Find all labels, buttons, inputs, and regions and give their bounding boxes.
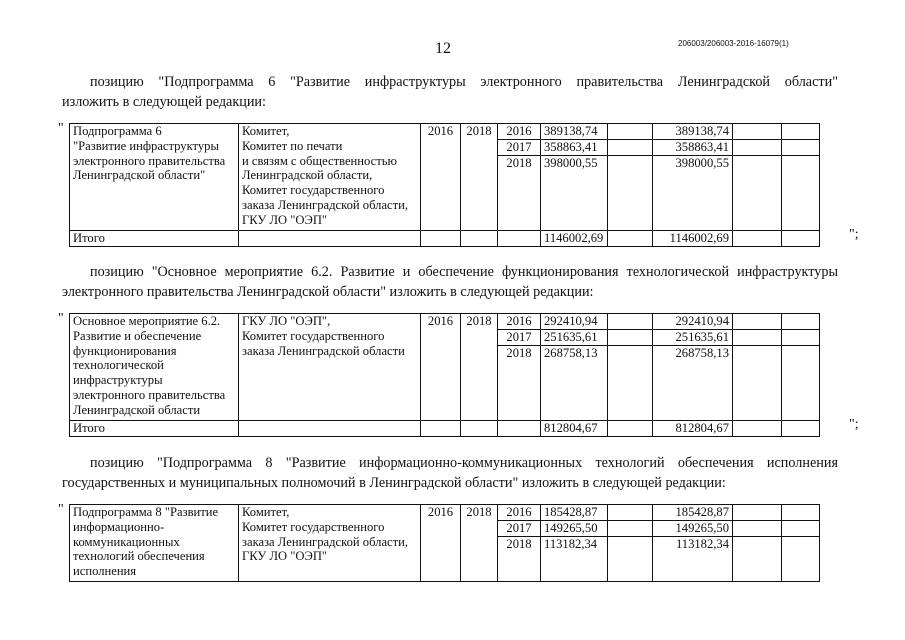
itogo-total: 1146002,69 [541, 230, 608, 246]
itogo-label: Итого [70, 230, 239, 246]
empty-cell [782, 124, 820, 140]
paragraph-line: позицию "Подпрограмма 6 "Развитие инфраструктуры электронного правительства Ленинградской области" [90, 74, 838, 90]
program-name-cell [70, 124, 239, 231]
name-line: технологий обеспечения [73, 549, 205, 564]
empty-cell [733, 520, 782, 536]
end-year-cell: 2018 [461, 314, 498, 421]
paragraph-measure-6-2 [62, 262, 838, 302]
empty-cell [608, 505, 653, 521]
name-line: "Развитие инфраструктуры [73, 138, 219, 153]
executor-cell [239, 505, 421, 582]
program-name-cell [70, 314, 239, 421]
regional-cell: 185428,87 [653, 505, 733, 521]
name-line: функционирования [73, 343, 177, 358]
year-cell: 2017 [498, 329, 541, 345]
executor-line: и связям с общественностью [242, 153, 397, 168]
regional-cell: 251635,61 [653, 329, 733, 345]
document-id: 206003/206003-2016-16079(1) [678, 39, 789, 48]
empty-cell [733, 314, 782, 330]
total-cell: 398000,55 [541, 155, 608, 230]
empty-cell [608, 139, 653, 155]
regional-cell: 268758,13 [653, 345, 733, 420]
empty-cell [608, 124, 653, 140]
empty-cell [733, 124, 782, 140]
itogo-regional: 1146002,69 [653, 230, 733, 246]
total-cell: 113182,34 [541, 536, 608, 581]
empty-cell [782, 314, 820, 330]
executor-line: Комитет по печати [242, 138, 343, 153]
total-cell: 251635,61 [541, 329, 608, 345]
executor-line: заказа Ленинградской области, [242, 534, 409, 549]
open-quote: " [58, 121, 64, 136]
empty-cell [608, 329, 653, 345]
executor-line: заказа Ленинградской области [242, 343, 405, 358]
regional-cell: 389138,74 [653, 124, 733, 140]
empty-cell [782, 329, 820, 345]
empty-cell [782, 505, 820, 521]
open-quote: " [58, 311, 64, 326]
empty-cell [498, 230, 541, 246]
executor-line: заказа Ленинградской области, [242, 197, 409, 212]
name-line: Основное мероприятие 6.2. [73, 314, 221, 328]
regional-cell: 292410,94 [653, 314, 733, 330]
regional-cell: 113182,34 [653, 536, 733, 581]
name-line: Подпрограмма 6 [73, 124, 162, 138]
total-cell: 268758,13 [541, 345, 608, 420]
name-line: Развитие и обеспечение [73, 328, 202, 343]
executor-cell [239, 124, 421, 231]
itogo-label: Итого [70, 420, 239, 436]
paragraph-line: государственных и муниципальных полномочий в Ленинградской области" изложить в следующей редакции: [62, 475, 726, 491]
name-line: Подпрограмма 8 "Развитие [73, 505, 219, 519]
name-line: технологической [73, 358, 164, 373]
empty-cell [461, 230, 498, 246]
empty-cell [608, 230, 653, 246]
measure-6-2-table [69, 313, 820, 437]
year-cell: 2017 [498, 520, 541, 536]
empty-cell [461, 420, 498, 436]
paragraph-subprogram-6 [62, 72, 838, 112]
paragraph-line: изложить в следующей редакции: [62, 94, 266, 110]
subprogram-8-table [69, 504, 820, 582]
empty-cell [782, 155, 820, 230]
executor-line: ГКУ ЛО "ОЭП" [242, 549, 328, 564]
start-year-cell: 2016 [421, 314, 461, 421]
empty-cell [733, 230, 782, 246]
end-year-cell: 2018 [461, 124, 498, 231]
name-line: исполнения [73, 564, 137, 579]
regional-cell: 358863,41 [653, 139, 733, 155]
empty-cell [782, 230, 820, 246]
regional-cell: 398000,55 [653, 155, 733, 230]
empty-cell [733, 155, 782, 230]
year-cell: 2016 [498, 124, 541, 140]
start-year-cell: 2016 [421, 124, 461, 231]
subprogram-6-table [69, 123, 820, 247]
total-cell: 389138,74 [541, 124, 608, 140]
empty-cell [733, 329, 782, 345]
total-cell: 358863,41 [541, 139, 608, 155]
name-line: электронного правительства [73, 387, 226, 402]
paragraph-subprogram-8 [62, 453, 838, 493]
executor-line: Комитет государственного [242, 328, 385, 343]
program-name-cell [70, 505, 239, 582]
paragraph-line: позицию "Основное мероприятие 6.2. Развитие и обеспечение функционирования технологической инфраструктуры [90, 264, 838, 280]
empty-cell [608, 420, 653, 436]
empty-cell [733, 420, 782, 436]
paragraph-line: позицию "Подпрограмма 8 "Развитие информационно-коммуникационных технологий обеспечения исполнения [90, 455, 838, 471]
year-cell: 2016 [498, 505, 541, 521]
executor-line: Комитет государственного [242, 519, 385, 534]
empty-cell [782, 520, 820, 536]
executor-line: Ленинградской области, [242, 168, 373, 183]
empty-cell [733, 139, 782, 155]
page-number: 12 [435, 40, 451, 57]
empty-cell [421, 230, 461, 246]
year-cell: 2018 [498, 155, 541, 230]
end-year-cell: 2018 [461, 505, 498, 582]
year-cell: 2016 [498, 314, 541, 330]
empty-cell [733, 536, 782, 581]
year-cell: 2018 [498, 536, 541, 581]
empty-cell [733, 505, 782, 521]
name-line: информационно- [73, 519, 165, 534]
open-quote: " [58, 502, 64, 517]
year-cell: 2018 [498, 345, 541, 420]
name-line: коммуникационных [73, 534, 180, 549]
empty-cell [782, 345, 820, 420]
name-line: Ленинградской области" [73, 168, 206, 183]
empty-cell [782, 420, 820, 436]
empty-cell [608, 345, 653, 420]
name-line: Ленинградской области [73, 402, 201, 417]
itogo-total: 812804,67 [541, 420, 608, 436]
close-quote: "; [849, 417, 859, 432]
empty-cell [498, 420, 541, 436]
start-year-cell: 2016 [421, 505, 461, 582]
empty-cell [608, 520, 653, 536]
total-cell: 149265,50 [541, 520, 608, 536]
year-cell: 2017 [498, 139, 541, 155]
total-cell: 185428,87 [541, 505, 608, 521]
empty-cell [608, 536, 653, 581]
name-line: электронного правительства [73, 153, 226, 168]
empty-cell [733, 345, 782, 420]
executor-line: Комитет государственного [242, 183, 385, 198]
executor-line: Комитет, [242, 124, 290, 138]
total-cell: 292410,94 [541, 314, 608, 330]
empty-cell [239, 230, 421, 246]
executor-line: ГКУ ЛО "ОЭП", [242, 314, 331, 328]
empty-cell [608, 155, 653, 230]
paragraph-line: электронного правительства Ленинградской области" изложить в следующей редакции: [62, 284, 594, 300]
executor-cell [239, 314, 421, 421]
empty-cell [782, 536, 820, 581]
empty-cell [608, 314, 653, 330]
empty-cell [782, 139, 820, 155]
empty-cell [421, 420, 461, 436]
executor-line: Комитет, [242, 505, 290, 519]
regional-cell: 149265,50 [653, 520, 733, 536]
itogo-regional: 812804,67 [653, 420, 733, 436]
empty-cell [239, 420, 421, 436]
name-line: инфраструктуры [73, 373, 163, 388]
executor-line: ГКУ ЛО "ОЭП" [242, 212, 328, 227]
close-quote: "; [849, 227, 859, 242]
